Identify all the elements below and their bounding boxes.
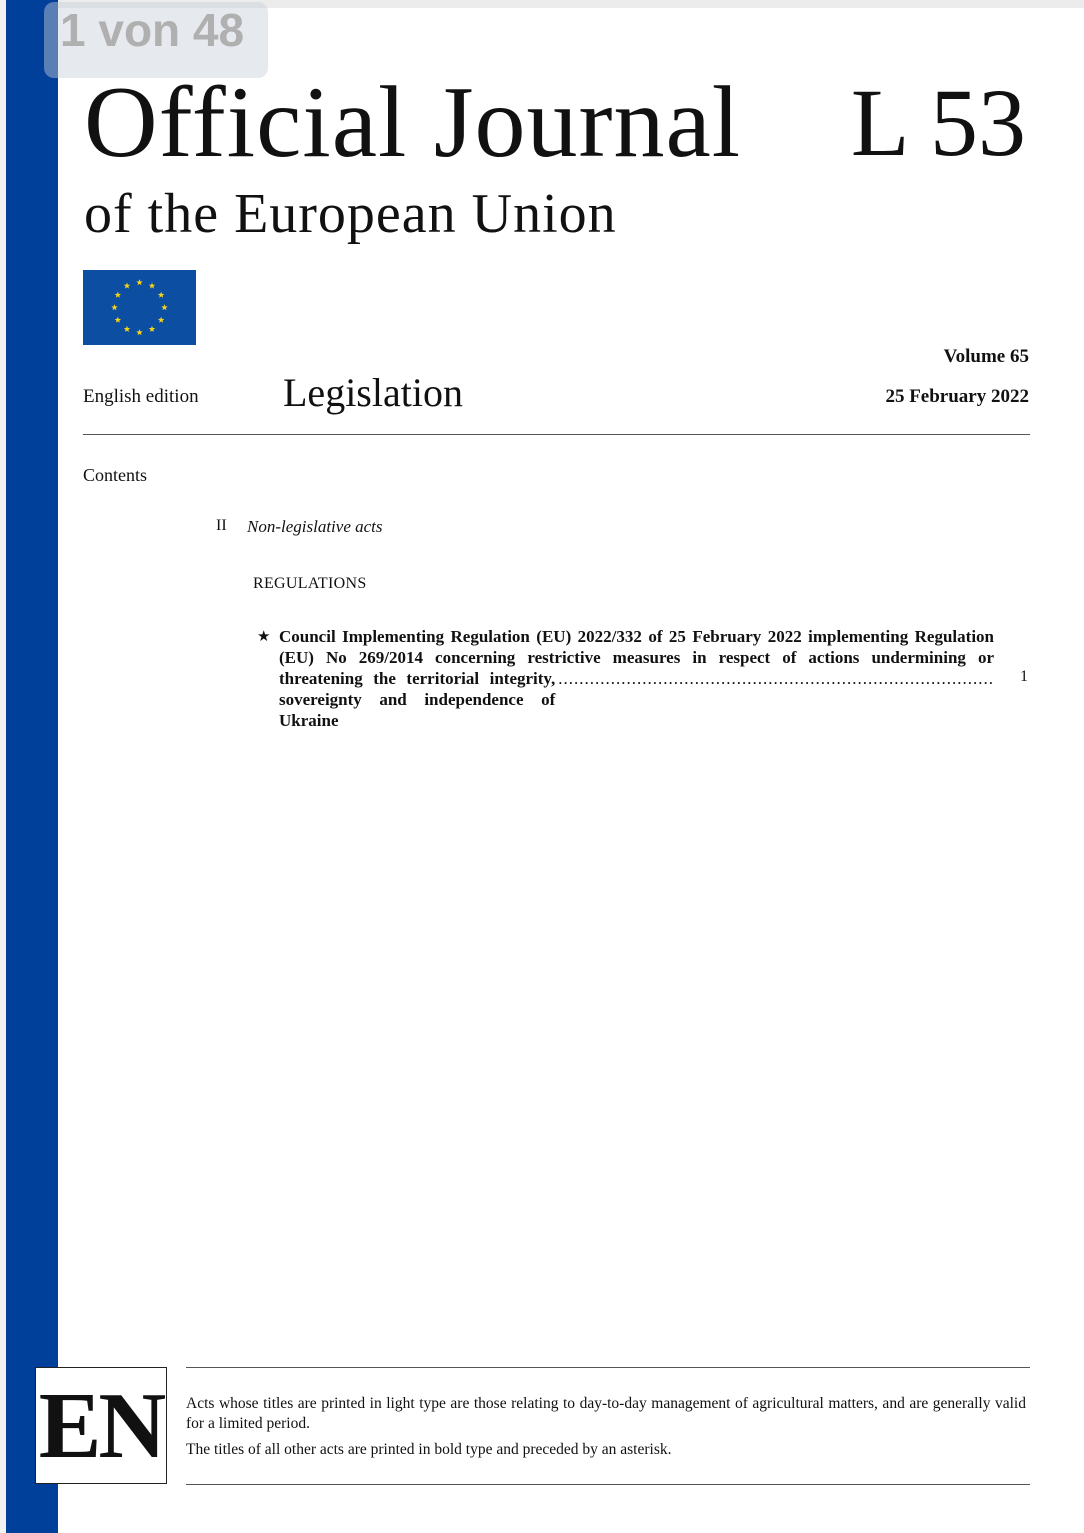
entry-title-line-1: Council Implementing Regulation (EU) 2022/332 of 25 February 2022 implementing Regulation (279, 627, 994, 646)
footer-note-light-type: Acts whose titles are printed in light type are those relating to day-to-day management of agricultural matters, and are generally valid for a limited period. (186, 1395, 1026, 1432)
edition-label: English edition (83, 386, 199, 407)
contents-entry-title[interactable] (279, 626, 994, 731)
dot-leaders: ................................................................................... (558, 669, 994, 688)
language-code-box (35, 1367, 167, 1484)
asterisk-marker: ★ (257, 629, 271, 645)
entry-page-number[interactable]: 1 (1020, 668, 1028, 685)
eu-flag-icon (83, 270, 196, 345)
language-code: EN (38, 1373, 164, 1478)
journal-blue-band (6, 0, 58, 1533)
section-title: Legislation (283, 370, 463, 415)
issue-number: L 53 (850, 69, 1026, 176)
contents-label: Contents (83, 465, 148, 485)
part-title[interactable]: Non-legislative acts (247, 517, 383, 536)
volume-number: Volume 65 (943, 346, 1029, 367)
publication-date: 25 February 2022 (885, 386, 1029, 407)
footer-divider-top (186, 1367, 1030, 1368)
footer-divider-bottom (186, 1484, 1030, 1485)
journal-subtitle: of the European Union (84, 183, 617, 245)
header-divider (83, 434, 1030, 435)
entry-title-line-3 (279, 668, 994, 731)
regulations-heading: REGULATIONS (253, 575, 367, 592)
footer-note-bold-type: The titles of all other acts are printed in bold type and preceded by an asterisk. (186, 1441, 672, 1458)
journal-title: Official Journal (84, 66, 742, 179)
page-indicator: 1 von 48 (44, 2, 268, 78)
entry-title-line-3-text: threatening the territorial integrity, sovereignty and independence of Ukraine (279, 669, 556, 730)
part-number: II (216, 517, 227, 534)
entry-title-line-2: (EU) No 269/2014 concerning restrictive measures in respect of actions undermining or (279, 648, 994, 667)
